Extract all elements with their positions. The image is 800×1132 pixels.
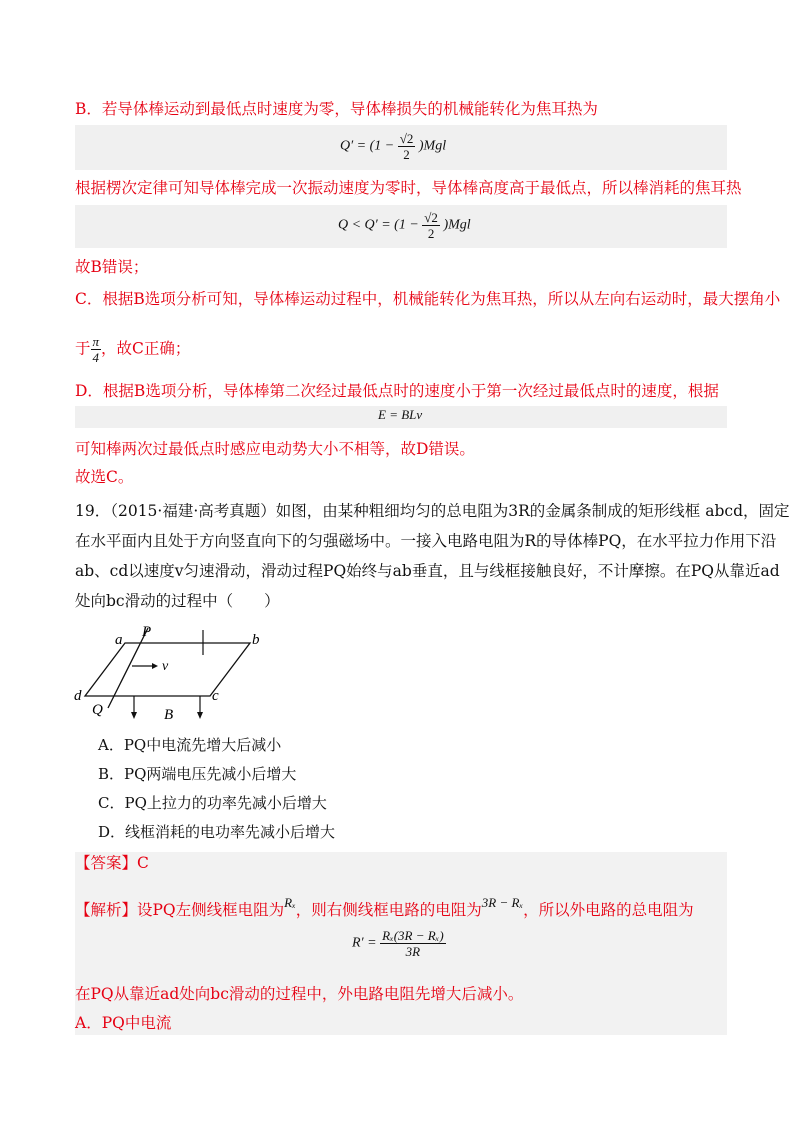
right-resistance: 3R − Rₓ: [481, 895, 524, 910]
analysis-prefix: 【解析】设PQ左侧线框电阻为: [75, 901, 285, 919]
formula-q-prime-fraction: [398, 131, 416, 162]
option-d-analysis-line1: D．根据B选项分析，导体棒第二次经过最低点时的速度小于第一次经过最低点时的速度，根据: [75, 382, 719, 400]
analysis-mid: ，则右侧线框电路的电阻为: [295, 901, 482, 919]
option-d-analysis-line2: 可知棒两次过最低点时感应电动势大小不相等，故D错误。: [75, 440, 475, 458]
fraction-denominator: 2: [403, 147, 410, 162]
analysis-line2: 在PQ从靠近ad处向bc滑动的过程中，外电路电阻先增大后减小。: [75, 985, 524, 1003]
option-c-suffix: ，故C正确；: [101, 339, 191, 358]
label-c: c: [212, 688, 219, 704]
fraction-numerator: √2: [424, 210, 438, 225]
formula-q-inequality-lhs: Q < Q′ = (1 −: [338, 217, 419, 233]
option-b-analysis-line2: 根据楞次定律可知导体棒完成一次振动速度为零时，导体棒高度高于最低点，所以棒消耗的焦耳热: [75, 179, 742, 197]
formula-q-prime-rhs: )Mgl: [418, 138, 447, 154]
fraction-numerator: √2: [399, 131, 414, 146]
label-p: P: [142, 624, 152, 640]
option-b: B．PQ两端电压先减小后增大: [98, 765, 297, 783]
field-arrow-left-head: [131, 712, 137, 719]
answer-label: 【答案】C: [75, 854, 149, 872]
option-d: D．线框消耗的电功率先减小后增大: [98, 823, 336, 841]
formula-q-prime: [340, 131, 446, 162]
fraction-numerator: π: [92, 334, 100, 349]
pi-over-4-fraction: [91, 334, 102, 365]
formula-total-resistance: [352, 928, 446, 959]
analysis-line3: A．PQ中电流: [75, 1014, 172, 1032]
analysis-line1: [75, 892, 694, 921]
formula-q-inequality: [338, 210, 471, 241]
rx-symbol: Rₓ: [284, 895, 296, 910]
formula-q-inequality-rhs: )Mgl: [443, 217, 471, 233]
fraction-denominator: 2: [427, 226, 435, 241]
label-b: b: [252, 632, 260, 648]
label-d: d: [74, 688, 82, 704]
fraction-numerator: Rₓ(3R − Rₓ): [382, 928, 444, 943]
final-choice: 故选C。: [75, 468, 134, 486]
option-c-analysis-line1: C．根据B选项分析可知，导体棒运动过程中，机械能转化为焦耳热，所以从左向右运动时，最大摆角小: [75, 290, 781, 308]
formula-total-resistance-lhs: R′ =: [352, 935, 377, 951]
formula-q-prime-lhs: Q′ = (1 −: [340, 138, 395, 154]
question-19-line2: 在水平面内且处于方向竖直向下的匀强磁场中。一接入电路电阻为R的导体棒PQ，在水平拉力作用下沿: [75, 532, 777, 550]
label-v: v: [162, 659, 169, 674]
option-c-prefix: 于: [75, 339, 91, 358]
velocity-arrow-head: [152, 663, 158, 669]
fraction-denominator: 3R: [405, 944, 421, 959]
option-c: C．PQ上拉力的功率先减小后增大: [98, 794, 327, 812]
fraction-denominator: 4: [92, 350, 100, 365]
option-c-analysis-line2: [75, 334, 190, 365]
circuit-diagram: [70, 618, 270, 728]
formula-q-inequality-fraction: [422, 210, 440, 241]
question-19-line4: 处向bc滑动的过程中（ ）: [75, 592, 280, 610]
label-q: Q: [92, 702, 103, 718]
formula-total-resistance-fraction: [380, 928, 446, 959]
field-arrow-right-head: [197, 712, 203, 719]
formula-emf: E = BLv: [378, 407, 423, 422]
analysis-suffix: ，所以外电路的总电阻为: [523, 901, 694, 919]
option-a: A．PQ中电流先增大后减小: [98, 736, 282, 754]
option-b-conclusion: 故B错误；: [75, 258, 149, 276]
option-b-analysis-line1: B．若导体棒运动到最低点时速度为零，导体棒损失的机械能转化为焦耳热为: [75, 100, 598, 118]
question-19-line3: ab、cd以速度v匀速滑动，滑动过程PQ始终与ab垂直，且与线框接触良好，不计摩擦。在PQ从靠近ad: [75, 562, 780, 580]
question-19-line1: 19．（2015·福建·高考真题）如图，由某种粗细均匀的总电阻为3R的金属条制成的矩形线框 abcd，固定: [75, 502, 790, 520]
label-a: a: [115, 632, 123, 648]
label-b-field: B: [164, 707, 174, 723]
